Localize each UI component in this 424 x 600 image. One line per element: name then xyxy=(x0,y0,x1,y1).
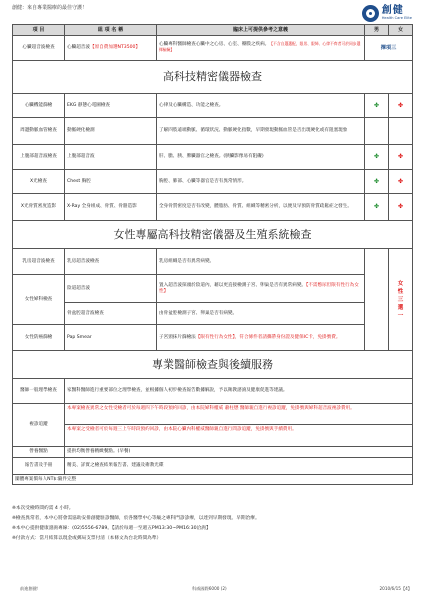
row-name: 動脈硬化檢測 xyxy=(65,118,157,145)
row-name: 骨盆腔超音波檢查 xyxy=(65,303,157,325)
table-row xyxy=(13,458,413,475)
top-bar xyxy=(12,3,412,25)
followup-women: 本專案檢查異常之女性受檢者可於每週四下午時段預約回診，由本院婦科權威 蕭柱懋 醫師親自進行複診追蹤，免掛號與婦科超音波複診費用。 xyxy=(65,404,412,425)
row-name: EKG 靜態心電圖檢查 xyxy=(65,94,157,118)
row-label: 醫師一般理學檢查 xyxy=(13,379,65,404)
row-desc: 置入超音波探頭於陰道內，藉以更直接檢測子宮、卵巢是否有異常病變。【不需憋尿但限有性行為女性】 xyxy=(157,275,365,303)
row-label: X光骨質密度造影 xyxy=(13,194,65,221)
row-desc: 了解四肢遠端動脈、循環狀況、動脈硬化指數，早期發現動脈血管是否出現硬化或有阻塞現象 xyxy=(157,118,365,145)
table-row xyxy=(13,447,413,458)
row-label: 複診追蹤 xyxy=(13,404,65,447)
row-label: 女性婦科檢查 xyxy=(13,275,65,325)
row-name: Chest 胸腔 xyxy=(65,170,157,194)
female-mark-icon: ✤ xyxy=(389,170,413,194)
table-row xyxy=(13,170,413,194)
row-desc: 子宮頸抹片篩檢法【限有性行為女性】，符合條件者請攜帶身份證及健保IC卡，免掛號費。 xyxy=(157,325,365,351)
price-row: 團體專案價每人NT$:隨件完整 xyxy=(13,475,413,485)
row-label: 報告書及手冊 xyxy=(13,458,65,475)
table-row xyxy=(13,94,413,118)
male-mark-icon: ✤ xyxy=(365,194,389,221)
section-title: 專業醫師檢查與後續服務 xyxy=(13,351,413,379)
table-row xyxy=(13,194,413,221)
row-desc: 心律及心臟構造、功能之檢查。 xyxy=(157,94,365,118)
row-label: 營養醫點 xyxy=(13,447,65,458)
row-name: 乳房超音波檢查 xyxy=(65,249,157,275)
logo-name: 創健 xyxy=(381,5,404,17)
female-mark-icon: ✤ xyxy=(389,145,413,170)
note-line: ※檢查異常者，本中心將會需協助安排創健駐診醫師，於各醫學中心等級之專科門診診療，以達到早期發現、早期治療。 xyxy=(12,515,260,521)
row-label: 女性防癌篩檢 xyxy=(13,325,65,351)
female-choice-note: 女性三選一 xyxy=(389,249,413,351)
female-mark-icon: ✤ xyxy=(389,94,413,118)
female-mark-icon xyxy=(389,118,413,145)
col-header-meaning: 臨床上可提供參考之意義 xyxy=(157,25,365,36)
male-mark-icon xyxy=(365,118,389,145)
table-row xyxy=(13,118,413,145)
row-desc: 全身骨質密度是否有改變，體脂肪、骨質、組織等精密分析，以便及早預防骨質疏鬆症之發生。 xyxy=(157,194,365,221)
male-empty xyxy=(365,249,389,351)
row-desc: 家醫科醫師進行重要部位之理學檢查，並根據個人初步檢查報告數據解說，予以衛教諮詢及健康促進等建議。 xyxy=(65,379,413,404)
row-name: Pap Smear xyxy=(65,325,157,351)
section-title-row xyxy=(13,61,413,94)
col-header-male: 男 xyxy=(365,25,389,36)
row-desc: 乳房組織是否有異常病變。 xyxy=(157,249,365,275)
exam-table xyxy=(12,24,413,485)
male-mark-icon: ✤ xyxy=(365,94,389,118)
page-footer xyxy=(12,586,412,594)
row-name: X-Ray 全身組成、骨質、骨骼造影 xyxy=(65,194,157,221)
table-header-row xyxy=(13,25,413,36)
logo-subtitle: Health Care Elite xyxy=(381,16,412,21)
table-row xyxy=(13,249,413,275)
male-mark-icon: ✤ xyxy=(365,170,389,194)
row-desc: 肝、膽、胰、脾臟器官之檢查。(胰臟影像易有阻礙) xyxy=(157,145,365,170)
section-title: 高科技精密儀器檢查 xyxy=(13,61,413,94)
row-desc: 由骨盆腔檢測子宮、卵巢是否有病變。 xyxy=(157,303,365,325)
gender-both-badge: 擇項三 xyxy=(365,36,413,61)
row-label: X光檢查 xyxy=(13,170,65,194)
tagline: 創健：來自專業醫療的最佳守護！ xyxy=(12,5,88,11)
row-desc: 提供均衡營養精緻餐點。(早餐) xyxy=(65,447,413,458)
section-title-row xyxy=(13,351,413,379)
col-header-name: 組 項 名 稱 xyxy=(65,25,157,36)
table-row xyxy=(13,36,413,61)
section-title-row xyxy=(13,221,413,249)
row-desc xyxy=(65,404,413,447)
row-desc: 精美、詳實之檢查結果報告書、建議及衛教光碟 xyxy=(65,458,413,475)
table-row xyxy=(13,379,413,404)
table-row xyxy=(13,275,413,303)
note-line: ※本次受檢時間約需 4 小時。 xyxy=(12,506,74,511)
section-title: 女性專屬高科技精密儀器及生殖系統檢查 xyxy=(13,221,413,249)
row-name: 上腹部超音波 xyxy=(65,145,157,170)
followup-cardio: 本專案之受檢者可於每週三上午時段預約回診，由本院心臟內科權威醫師親自進行問診追蹤，免掛號與手續費用。 xyxy=(67,427,297,432)
table-row xyxy=(13,404,413,447)
row-desc: 胸腔、肺部、心臟等器官是否有異常情形。 xyxy=(157,170,365,194)
table-row xyxy=(13,145,413,170)
brand-logo xyxy=(362,3,412,23)
notes xyxy=(12,506,412,546)
table-row xyxy=(13,325,413,351)
female-mark-icon: ✤ xyxy=(389,194,413,221)
row-label: 心臟機能篩檢 xyxy=(13,94,65,118)
table-row xyxy=(13,475,413,485)
note-line: ※本中心提供健康諮詢專線：(02)5556-6789。【請於每週一至週五PM13:30~PM16:30洽詢】 xyxy=(12,525,211,531)
row-label: 心臟超音波檢查 xyxy=(13,36,65,61)
col-header-item: 項 目 xyxy=(13,25,65,36)
logo-mark-icon xyxy=(362,5,379,22)
note-line: ※付款方式：當月結算以現金或郵局支票付清（本條文為台北時間為準） xyxy=(12,535,162,541)
male-mark-icon: ✤ xyxy=(365,145,389,170)
row-label: 周邊動脈血管檢查 xyxy=(13,118,65,145)
row-label: 乳房超音波檢查 xyxy=(13,249,65,275)
row-label: 上腹部超音波檢查 xyxy=(13,145,65,170)
col-header-female: 女 xyxy=(389,25,413,36)
row-name: 陰道超音波 xyxy=(65,275,157,303)
table-row xyxy=(13,303,413,325)
footer-left: 前進創健！ xyxy=(20,586,41,591)
row-name: 心臟超音波【原自費加選NT3500】 xyxy=(65,36,157,61)
row-desc: 心臟專科醫師檢查心臟中之心房、心室、瓣膜之疾病。【不含自選選配，限男、限婦、心律不齊者可於同步選擇檢驗】 xyxy=(157,36,365,61)
footer-center: 科威國際6000 (2) xyxy=(192,586,227,591)
footer-right: 2010/6/15【4】 xyxy=(379,586,412,591)
